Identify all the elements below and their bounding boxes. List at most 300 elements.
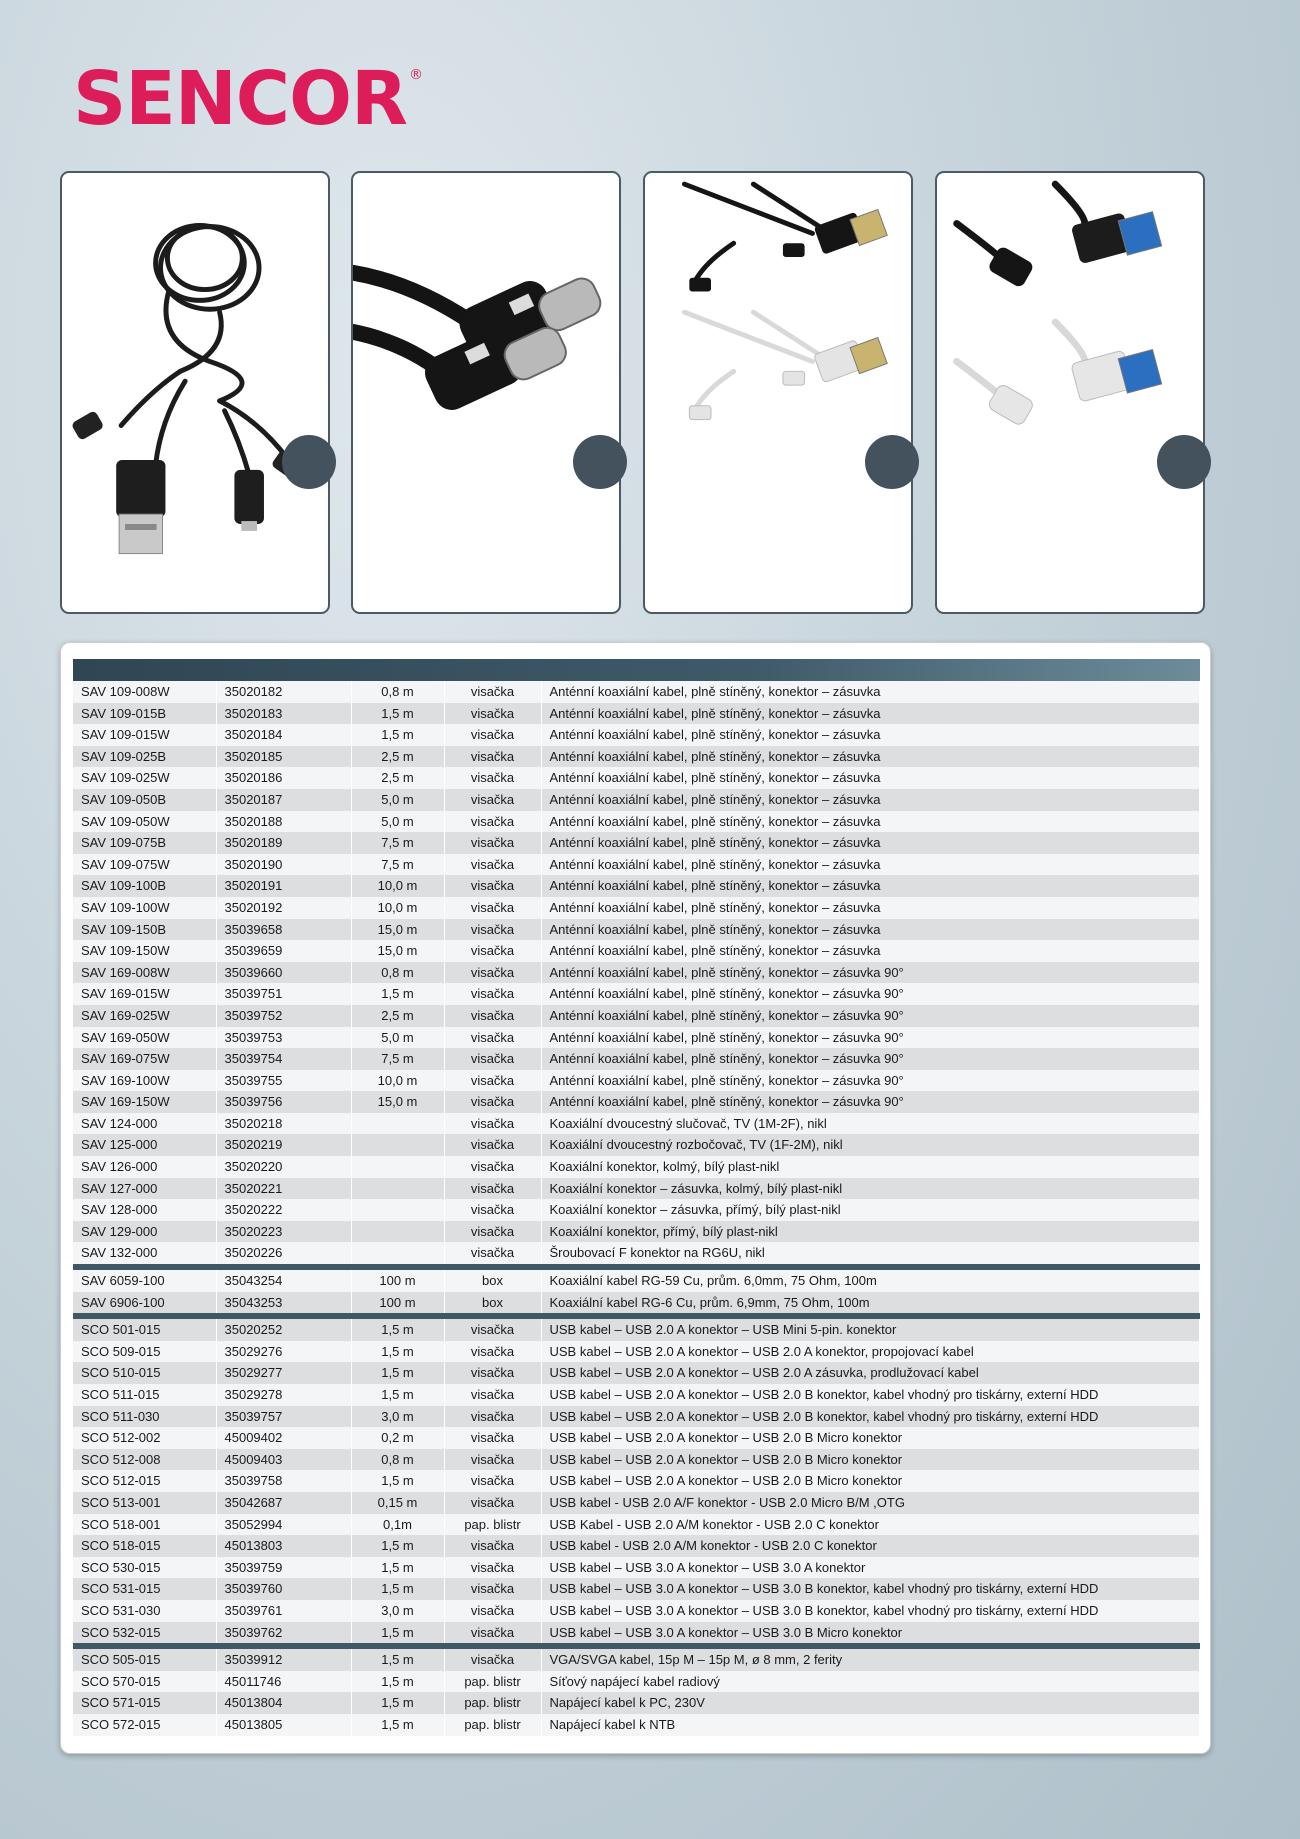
product-code: SCO 513-001 [73,1492,216,1514]
table-row [73,1449,1200,1471]
length: 1,5 m [351,1714,444,1736]
product-code: SAV 124-000 [73,1113,216,1135]
length: 100 m [351,1270,444,1292]
table-row [73,1292,1200,1314]
description: USB kabel – USB 2.0 A konektor – USB Mini 5-pin. konektor [541,1319,1200,1341]
packaging: visačka [444,897,541,919]
multi-connector-cable-image [62,173,328,612]
length: 7,5 m [351,832,444,854]
length [351,1242,444,1264]
product-code: SCO 530-015 [73,1557,216,1579]
product-code: SAV 109-100B [73,875,216,897]
table-row [73,1134,1200,1156]
product-ean: 35020191 [216,875,351,897]
length: 2,5 m [351,746,444,768]
length: 0,1m [351,1514,444,1536]
description: Anténní koaxiální kabel, plně stíněný, konektor – zásuvka [541,832,1200,854]
packaging: visačka [444,1199,541,1221]
product-code: SAV 169-025W [73,1005,216,1027]
length: 100 m [351,1292,444,1314]
length: 3,0 m [351,1406,444,1428]
packaging: pap. blistr [444,1671,541,1693]
product-ean: 35039658 [216,919,351,941]
table-row [73,1492,1200,1514]
length: 15,0 m [351,919,444,941]
packaging: visačka [444,681,541,703]
length: 1,5 m [351,724,444,746]
product-ean: 45013805 [216,1714,351,1736]
table-row [73,1535,1200,1557]
packaging: visačka [444,919,541,941]
description: Koaxiální konektor, kolmý, bílý plast-nikl [541,1156,1200,1178]
description: Koaxiální konektor, přímý, bílý plast-nikl [541,1221,1200,1243]
packaging: visačka [444,1600,541,1622]
product-code: SCO 509-015 [73,1341,216,1363]
table-row [73,811,1200,833]
product-code: SAV 109-050W [73,811,216,833]
product-code: SAV 109-015W [73,724,216,746]
packaging: pap. blistr [444,1692,541,1714]
description: Koaxiální dvoucestný rozbočovač, TV (1F-2M), nikl [541,1134,1200,1156]
description: Anténní koaxiální kabel, plně stíněný, konektor – zásuvka [541,703,1200,725]
product-ean: 35039760 [216,1578,351,1600]
product-ean: 35039659 [216,940,351,962]
product-code: SAV 109-025W [73,767,216,789]
packaging: box [444,1292,541,1314]
description: Anténní koaxiální kabel, plně stíněný, konektor – zásuvka 90° [541,1070,1200,1092]
length: 5,0 m [351,789,444,811]
product-code: SCO 510-015 [73,1362,216,1384]
description: USB kabel - USB 2.0 A/F konektor - USB 2.0 Micro B/M ,OTG [541,1492,1200,1514]
usb-c-cable-image [353,173,619,612]
length: 10,0 m [351,1070,444,1092]
table-row [73,1242,1200,1264]
product-code: SAV 132-000 [73,1242,216,1264]
table-row [73,832,1200,854]
description: Anténní koaxiální kabel, plně stíněný, konektor – zásuvka [541,767,1200,789]
product-ean: 35020221 [216,1178,351,1200]
product-ean: 35020189 [216,832,351,854]
description: Anténní koaxiální kabel, plně stíněný, konektor – zásuvka 90° [541,1027,1200,1049]
length: 1,5 m [351,1578,444,1600]
length [351,1221,444,1243]
card-indicator-dot [1157,435,1211,489]
table-row [73,962,1200,984]
product-code: SCO 531-015 [73,1578,216,1600]
card-indicator-dot [865,435,919,489]
length: 1,5 m [351,1319,444,1341]
product-code: SAV 109-150B [73,919,216,941]
description: VGA/SVGA kabel, 15p M – 15p M, ø 8 mm, 2 ferity [541,1649,1200,1671]
product-ean: 45011746 [216,1671,351,1693]
product-ean: 45009403 [216,1449,351,1471]
length: 1,5 m [351,1470,444,1492]
packaging: visačka [444,1362,541,1384]
product-code: SAV 109-025B [73,746,216,768]
product-code: SAV 109-150W [73,940,216,962]
packaging: visačka [444,832,541,854]
table-row [73,940,1200,962]
length: 7,5 m [351,1048,444,1070]
product-ean: 35029278 [216,1384,351,1406]
table-row [73,767,1200,789]
product-table [73,681,1200,1736]
product-code: SCO 518-001 [73,1514,216,1536]
packaging: visačka [444,1492,541,1514]
packaging: visačka [444,724,541,746]
product-code: SCO 511-015 [73,1384,216,1406]
length [351,1134,444,1156]
product-ean: 35020182 [216,681,351,703]
description: Anténní koaxiální kabel, plně stíněný, konektor – zásuvka [541,897,1200,919]
product-card-3 [643,171,913,614]
length: 1,5 m [351,1535,444,1557]
description: USB kabel - USB 2.0 A/M konektor - USB 2.0 C konektor [541,1535,1200,1557]
packaging: visačka [444,767,541,789]
table-row [73,746,1200,768]
table-row [73,1156,1200,1178]
product-ean: 45013804 [216,1692,351,1714]
packaging: visačka [444,1113,541,1135]
length: 10,0 m [351,897,444,919]
product-ean: 35043254 [216,1270,351,1292]
packaging: pap. blistr [444,1714,541,1736]
sencor-logo: SENCOR ® [73,56,422,142]
table-row [73,1362,1200,1384]
product-code: SAV 6059-100 [73,1270,216,1292]
table-row [73,1622,1200,1644]
table-row [73,1514,1200,1536]
length: 3,0 m [351,1600,444,1622]
table-row [73,1270,1200,1292]
packaging: visačka [444,789,541,811]
length [351,1156,444,1178]
product-code: SAV 109-050B [73,789,216,811]
product-ean: 35020219 [216,1134,351,1156]
length: 1,5 m [351,1622,444,1644]
length: 0,15 m [351,1492,444,1514]
packaging: visačka [444,1406,541,1428]
table-row [73,919,1200,941]
product-ean: 35043253 [216,1292,351,1314]
table-row [73,1671,1200,1693]
product-code: SAV 6906-100 [73,1292,216,1314]
table-row [73,789,1200,811]
product-ean: 35039757 [216,1406,351,1428]
table-row [73,897,1200,919]
product-code: SCO 532-015 [73,1622,216,1644]
table-row [73,875,1200,897]
product-ean: 45009402 [216,1427,351,1449]
length: 15,0 m [351,940,444,962]
product-code: SAV 109-100W [73,897,216,919]
product-ean: 35039753 [216,1027,351,1049]
table-header-bar [73,659,1200,681]
table-row [73,1221,1200,1243]
product-ean: 35039751 [216,983,351,1005]
packaging: visačka [444,1005,541,1027]
description: Anténní koaxiální kabel, plně stíněný, konektor – zásuvka [541,940,1200,962]
table-row [73,1178,1200,1200]
description: USB kabel – USB 2.0 A konektor – USB 2.0 A zásuvka, prodlužovací kabel [541,1362,1200,1384]
description: USB kabel – USB 3.0 A konektor – USB 3.0 B konektor, kabel vhodný pro tiskárny, externí HDD [541,1578,1200,1600]
table-row [73,1600,1200,1622]
product-ean: 35020186 [216,767,351,789]
product-ean: 45013803 [216,1535,351,1557]
product-ean: 35020218 [216,1113,351,1135]
product-ean: 35020226 [216,1242,351,1264]
table-row [73,1406,1200,1428]
description: Koaxiální kabel RG-59 Cu, prům. 6,0mm, 75 Ohm, 100m [541,1270,1200,1292]
packaging: visačka [444,940,541,962]
description: Anténní koaxiální kabel, plně stíněný, konektor – zásuvka [541,681,1200,703]
table-row [73,1048,1200,1070]
packaging: visačka [444,703,541,725]
product-ean: 35029276 [216,1341,351,1363]
packaging: visačka [444,1242,541,1264]
product-code: SAV 169-008W [73,962,216,984]
length: 1,5 m [351,983,444,1005]
product-ean: 35042687 [216,1492,351,1514]
description: Anténní koaxiální kabel, plně stíněný, konektor – zásuvka [541,789,1200,811]
product-ean: 35020220 [216,1156,351,1178]
table-row [73,724,1200,746]
product-ean: 35020190 [216,854,351,876]
packaging: visačka [444,811,541,833]
table-row [73,1578,1200,1600]
product-code: SAV 109-075W [73,854,216,876]
packaging: visačka [444,1134,541,1156]
length: 10,0 m [351,875,444,897]
description: Koaxiální konektor – zásuvka, kolmý, bílý plast-nikl [541,1178,1200,1200]
packaging: visačka [444,1427,541,1449]
product-card-1 [60,171,330,614]
2-in-1-cable-image [645,173,911,612]
length [351,1178,444,1200]
packaging: visačka [444,983,541,1005]
product-ean: 35039912 [216,1649,351,1671]
product-code: SCO 571-015 [73,1692,216,1714]
product-ean: 35020223 [216,1221,351,1243]
product-card-2 [351,171,621,614]
description: USB kabel – USB 2.0 A konektor – USB 2.0 B Micro konektor [541,1470,1200,1492]
description: USB Kabel - USB 2.0 A/M konektor - USB 2.0 C konektor [541,1514,1200,1536]
table-row [73,1027,1200,1049]
product-code: SCO 518-015 [73,1535,216,1557]
length: 5,0 m [351,811,444,833]
table-row [73,983,1200,1005]
table-row [73,1005,1200,1027]
description: Anténní koaxiální kabel, plně stíněný, konektor – zásuvka [541,854,1200,876]
packaging: visačka [444,1319,541,1341]
product-ean: 35052994 [216,1514,351,1536]
table-row [73,1199,1200,1221]
product-code: SAV 128-000 [73,1199,216,1221]
packaging: visačka [444,1178,541,1200]
product-code: SAV 126-000 [73,1156,216,1178]
packaging: box [444,1270,541,1292]
description: USB kabel – USB 2.0 A konektor – USB 2.0 B konektor, kabel vhodný pro tiskárny, externí HDD [541,1406,1200,1428]
table-row [73,1692,1200,1714]
description: Koaxiální kabel RG-6 Cu, prům. 6,9mm, 75 Ohm, 100m [541,1292,1200,1314]
packaging: visačka [444,1449,541,1471]
length: 0,8 m [351,962,444,984]
product-ean: 35020184 [216,724,351,746]
product-code: SAV 169-150W [73,1091,216,1113]
length: 7,5 m [351,854,444,876]
packaging: visačka [444,1535,541,1557]
table-row [73,703,1200,725]
product-code: SAV 169-100W [73,1070,216,1092]
length: 1,5 m [351,1649,444,1671]
product-code: SAV 129-000 [73,1221,216,1243]
description: Napájecí kabel k NTB [541,1714,1200,1736]
length: 2,5 m [351,767,444,789]
product-ean: 35039755 [216,1070,351,1092]
product-code: SAV 169-050W [73,1027,216,1049]
product-ean: 35039752 [216,1005,351,1027]
product-ean: 35020183 [216,703,351,725]
packaging: visačka [444,1578,541,1600]
packaging: visačka [444,1622,541,1644]
description: USB kabel – USB 3.0 A konektor – USB 3.0 B Micro konektor [541,1622,1200,1644]
length [351,1113,444,1135]
table-row [73,1470,1200,1492]
packaging: visačka [444,1156,541,1178]
description: Šroubovací F konektor na RG6U, nikl [541,1242,1200,1264]
length: 1,5 m [351,1692,444,1714]
product-code: SAV 109-015B [73,703,216,725]
description: USB kabel – USB 3.0 A konektor – USB 3.0 B konektor, kabel vhodný pro tiskárny, externí HDD [541,1600,1200,1622]
table-row [73,1557,1200,1579]
length: 1,5 m [351,1341,444,1363]
description: Anténní koaxiální kabel, plně stíněný, konektor – zásuvka 90° [541,1048,1200,1070]
length: 1,5 m [351,1362,444,1384]
product-ean: 35020187 [216,789,351,811]
length: 2,5 m [351,1005,444,1027]
table-row [73,854,1200,876]
description: Koaxiální konektor – zásuvka, přímý, bílý plast-nikl [541,1199,1200,1221]
packaging: visačka [444,962,541,984]
description: USB kabel – USB 3.0 A konektor – USB 3.0 A konektor [541,1557,1200,1579]
product-code: SAV 169-015W [73,983,216,1005]
product-code: SCO 570-015 [73,1671,216,1693]
packaging: visačka [444,1557,541,1579]
product-ean: 35039758 [216,1470,351,1492]
description: Anténní koaxiální kabel, plně stíněný, konektor – zásuvka [541,919,1200,941]
product-code: SAV 109-075B [73,832,216,854]
packaging: visačka [444,1470,541,1492]
product-code: SCO 501-015 [73,1319,216,1341]
length [351,1199,444,1221]
description: Anténní koaxiální kabel, plně stíněný, konektor – zásuvka 90° [541,1091,1200,1113]
product-ean: 35039756 [216,1091,351,1113]
product-ean: 35039660 [216,962,351,984]
product-code: SAV 109-008W [73,681,216,703]
product-code: SCO 512-015 [73,1470,216,1492]
product-code: SAV 169-075W [73,1048,216,1070]
description: USB kabel – USB 2.0 A konektor – USB 2.0 B konektor, kabel vhodný pro tiskárny, externí HDD [541,1384,1200,1406]
product-ean: 35039754 [216,1048,351,1070]
table-row [73,1113,1200,1135]
description: USB kabel – USB 2.0 A konektor – USB 2.0 A konektor, propojovací kabel [541,1341,1200,1363]
packaging: visačka [444,1384,541,1406]
description: Anténní koaxiální kabel, plně stíněný, konektor – zásuvka 90° [541,983,1200,1005]
description: Anténní koaxiální kabel, plně stíněný, konektor – zásuvka [541,724,1200,746]
product-ean: 35020252 [216,1319,351,1341]
product-code: SCO 572-015 [73,1714,216,1736]
product-code: SAV 125-000 [73,1134,216,1156]
table-row [73,1427,1200,1449]
product-ean: 35020185 [216,746,351,768]
product-table-panel [60,642,1211,1754]
packaging: visačka [444,875,541,897]
product-ean: 35029277 [216,1362,351,1384]
product-ean: 35039762 [216,1622,351,1644]
packaging: visačka [444,1091,541,1113]
product-code: SCO 505-015 [73,1649,216,1671]
length: 5,0 m [351,1027,444,1049]
packaging: visačka [444,1221,541,1243]
description: Koaxiální dvoucestný slučovač, TV (1M-2F), nikl [541,1113,1200,1135]
product-code: SAV 127-000 [73,1178,216,1200]
table-row [73,681,1200,703]
length: 1,5 m [351,1384,444,1406]
packaging: pap. blistr [444,1514,541,1536]
table-row [73,1091,1200,1113]
table-row [73,1341,1200,1363]
description: Napájecí kabel k PC, 230V [541,1692,1200,1714]
product-ean: 35020222 [216,1199,351,1221]
packaging: visačka [444,1341,541,1363]
description: Anténní koaxiální kabel, plně stíněný, konektor – zásuvka 90° [541,962,1200,984]
table-row [73,1649,1200,1671]
packaging: visačka [444,1649,541,1671]
description: Anténní koaxiální kabel, plně stíněný, konektor – zásuvka [541,746,1200,768]
length: 15,0 m [351,1091,444,1113]
description: USB kabel – USB 2.0 A konektor – USB 2.0 B Micro konektor [541,1449,1200,1471]
usb-3-cable-image [937,173,1203,612]
description: Anténní koaxiální kabel, plně stíněný, konektor – zásuvka [541,811,1200,833]
table-row [73,1070,1200,1092]
card-indicator-dot [282,435,336,489]
product-ean: 35039761 [216,1600,351,1622]
description: USB kabel – USB 2.0 A konektor – USB 2.0 B Micro konektor [541,1427,1200,1449]
packaging: visačka [444,746,541,768]
product-code: SCO 531-030 [73,1600,216,1622]
packaging: visačka [444,1048,541,1070]
card-indicator-dot [573,435,627,489]
product-card-4 [935,171,1205,614]
packaging: visačka [444,1027,541,1049]
length: 0,8 m [351,681,444,703]
product-code: SCO 512-002 [73,1427,216,1449]
packaging: visačka [444,854,541,876]
packaging: visačka [444,1070,541,1092]
length: 1,5 m [351,1671,444,1693]
length: 0,2 m [351,1427,444,1449]
table-row [73,1714,1200,1736]
length: 1,5 m [351,703,444,725]
table-row [73,1384,1200,1406]
length: 1,5 m [351,1557,444,1579]
product-code: SCO 512-008 [73,1449,216,1471]
length: 0,8 m [351,1449,444,1471]
description: Anténní koaxiální kabel, plně stíněný, konektor – zásuvka 90° [541,1005,1200,1027]
description: Anténní koaxiální kabel, plně stíněný, konektor – zásuvka [541,875,1200,897]
product-code: SCO 511-030 [73,1406,216,1428]
description: Síťový napájecí kabel radiový [541,1671,1200,1693]
